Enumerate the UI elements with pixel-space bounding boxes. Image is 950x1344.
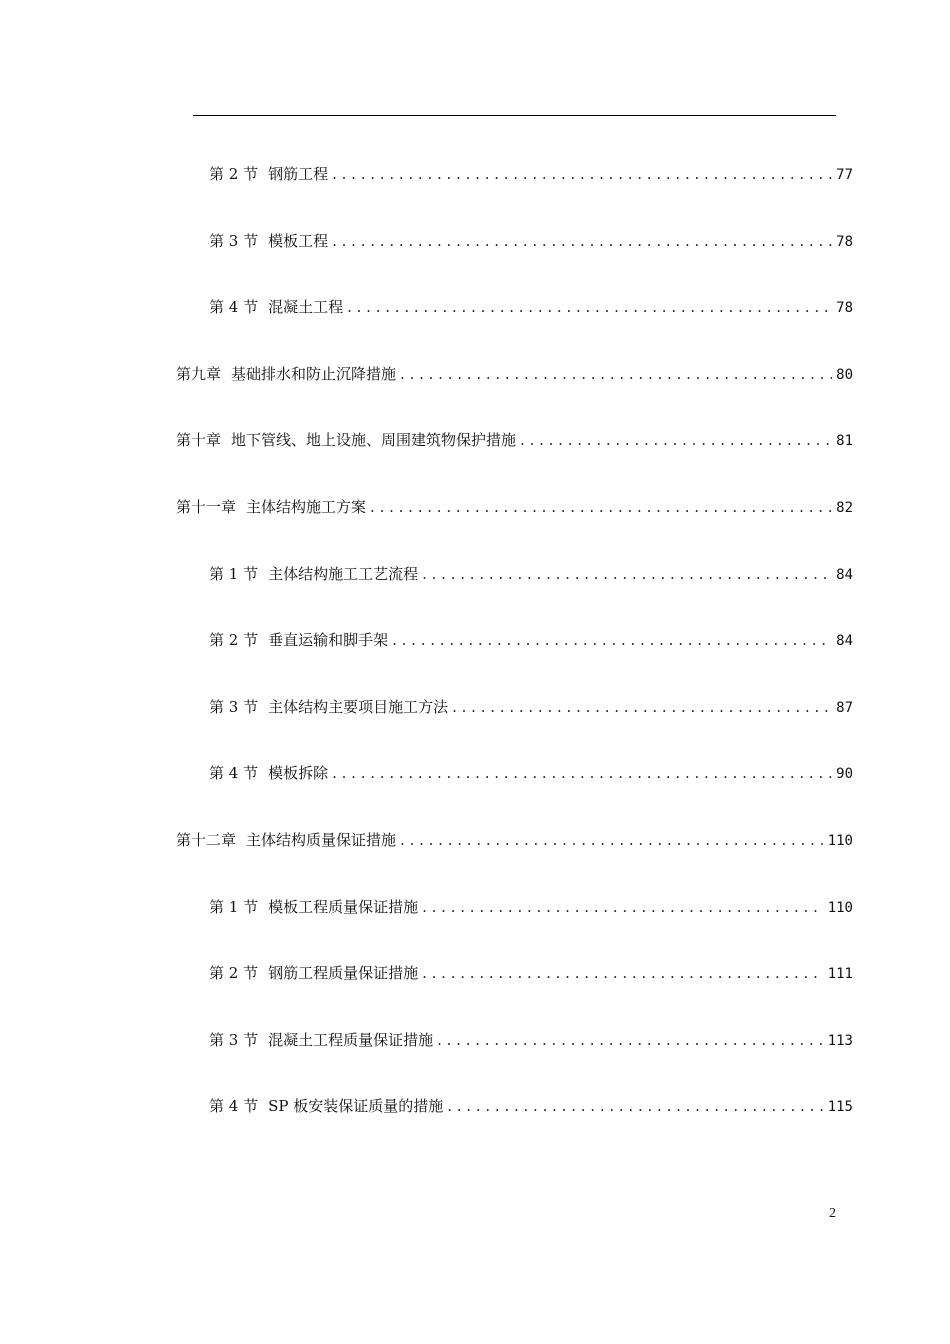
toc-entry[interactable] <box>209 229 853 253</box>
toc-entry-page: 110 <box>827 833 853 849</box>
toc-entry-page: 78 <box>836 300 853 316</box>
toc-entry-page: 78 <box>836 234 853 250</box>
toc-dot-leader <box>370 495 832 519</box>
toc-entry-number: 第十章 <box>176 431 222 449</box>
toc-entry-page: 84 <box>836 633 853 649</box>
toc-entry-page: 90 <box>836 766 853 782</box>
toc-entry[interactable] <box>176 428 853 452</box>
toc-dot-leader <box>400 362 832 386</box>
toc-entry-title: 主体结构施工工艺流程 <box>268 565 419 583</box>
toc-dot-leader <box>422 895 824 919</box>
toc-entry[interactable] <box>209 295 853 319</box>
toc-entry-title: 钢筋工程质量保证措施 <box>268 964 419 982</box>
toc-dot-leader <box>332 761 832 785</box>
toc-dot-leader <box>400 828 824 852</box>
toc-entry-title: 基础排水和防止沉降措施 <box>231 365 397 383</box>
toc-entry[interactable] <box>209 1028 853 1052</box>
toc-entry-number: 第 3 节 <box>209 1031 259 1049</box>
toc-entry-title: 主体结构主要项目施工方法 <box>268 698 449 716</box>
toc-entry-title: 垂直运输和脚手架 <box>268 631 389 649</box>
toc-entry-number: 第 3 节 <box>209 232 259 250</box>
toc-entry-title: 模板工程 <box>268 232 329 250</box>
toc-entry-page: 110 <box>827 900 853 916</box>
toc-entry-title: 钢筋工程 <box>268 165 329 183</box>
toc-entry-number: 第九章 <box>176 365 222 383</box>
toc-entry-page: 81 <box>836 433 853 449</box>
toc-entry-number: 第 2 节 <box>209 165 259 183</box>
toc-entry-title: 主体结构施工方案 <box>246 498 367 516</box>
toc-dot-leader <box>332 162 832 186</box>
toc-dot-leader <box>447 1094 823 1118</box>
toc-entry-number: 第十一章 <box>176 498 237 516</box>
toc-entry[interactable] <box>209 162 853 186</box>
toc-entry-title: 模板工程质量保证措施 <box>268 898 419 916</box>
toc-entry-title: 模板拆除 <box>268 764 329 782</box>
toc-entry-number: 第 2 节 <box>209 631 259 649</box>
toc-dot-leader <box>437 1028 824 1052</box>
toc-entry-number: 第 1 节 <box>209 565 259 583</box>
toc-entry-title: 混凝土工程 <box>268 298 344 316</box>
toc-entry-title: 地下管线、地上设施、周围建筑物保护措施 <box>231 431 517 449</box>
toc-entry-page: 82 <box>836 500 853 516</box>
toc-entry-number: 第十二章 <box>176 831 237 849</box>
toc-entry[interactable] <box>209 961 853 985</box>
toc-entry[interactable] <box>209 695 853 719</box>
toc-entry-title: SP 板安装保证质量的措施 <box>268 1097 444 1115</box>
toc-entry-number: 第 4 节 <box>209 1097 259 1115</box>
toc-entry-title: 混凝土工程质量保证措施 <box>268 1031 434 1049</box>
toc-entry-page: 77 <box>836 167 853 183</box>
toc-entry-number: 第 4 节 <box>209 764 259 782</box>
toc-entry-page: 111 <box>827 966 853 982</box>
toc-entry-title: 主体结构质量保证措施 <box>246 831 397 849</box>
toc-dot-leader <box>520 428 832 452</box>
toc-entry-page: 84 <box>836 567 853 583</box>
toc-dot-leader <box>452 695 832 719</box>
toc-entry[interactable] <box>176 362 853 386</box>
toc-entry-page: 115 <box>827 1099 853 1115</box>
toc-dot-leader <box>392 628 832 652</box>
toc-entry-page: 80 <box>836 367 853 383</box>
toc-entry[interactable] <box>209 562 853 586</box>
toc-entry-page: 87 <box>836 700 853 716</box>
toc-entry[interactable] <box>176 495 853 519</box>
page-number: 2 <box>829 1206 836 1221</box>
toc-dot-leader <box>332 229 832 253</box>
toc-entry[interactable] <box>209 895 853 919</box>
toc-entry-number: 第 1 节 <box>209 898 259 916</box>
toc-entry[interactable] <box>209 628 853 652</box>
toc-entry-page: 113 <box>827 1033 853 1049</box>
toc-entry[interactable] <box>209 1094 853 1118</box>
toc-entry[interactable] <box>176 828 853 852</box>
toc-entry-number: 第 4 节 <box>209 298 259 316</box>
toc-dot-leader <box>347 295 832 319</box>
toc-dot-leader <box>422 961 824 985</box>
toc-entry[interactable] <box>209 761 853 785</box>
toc-dot-leader <box>422 562 832 586</box>
toc-entry-number: 第 2 节 <box>209 964 259 982</box>
toc-entry-number: 第 3 节 <box>209 698 259 716</box>
